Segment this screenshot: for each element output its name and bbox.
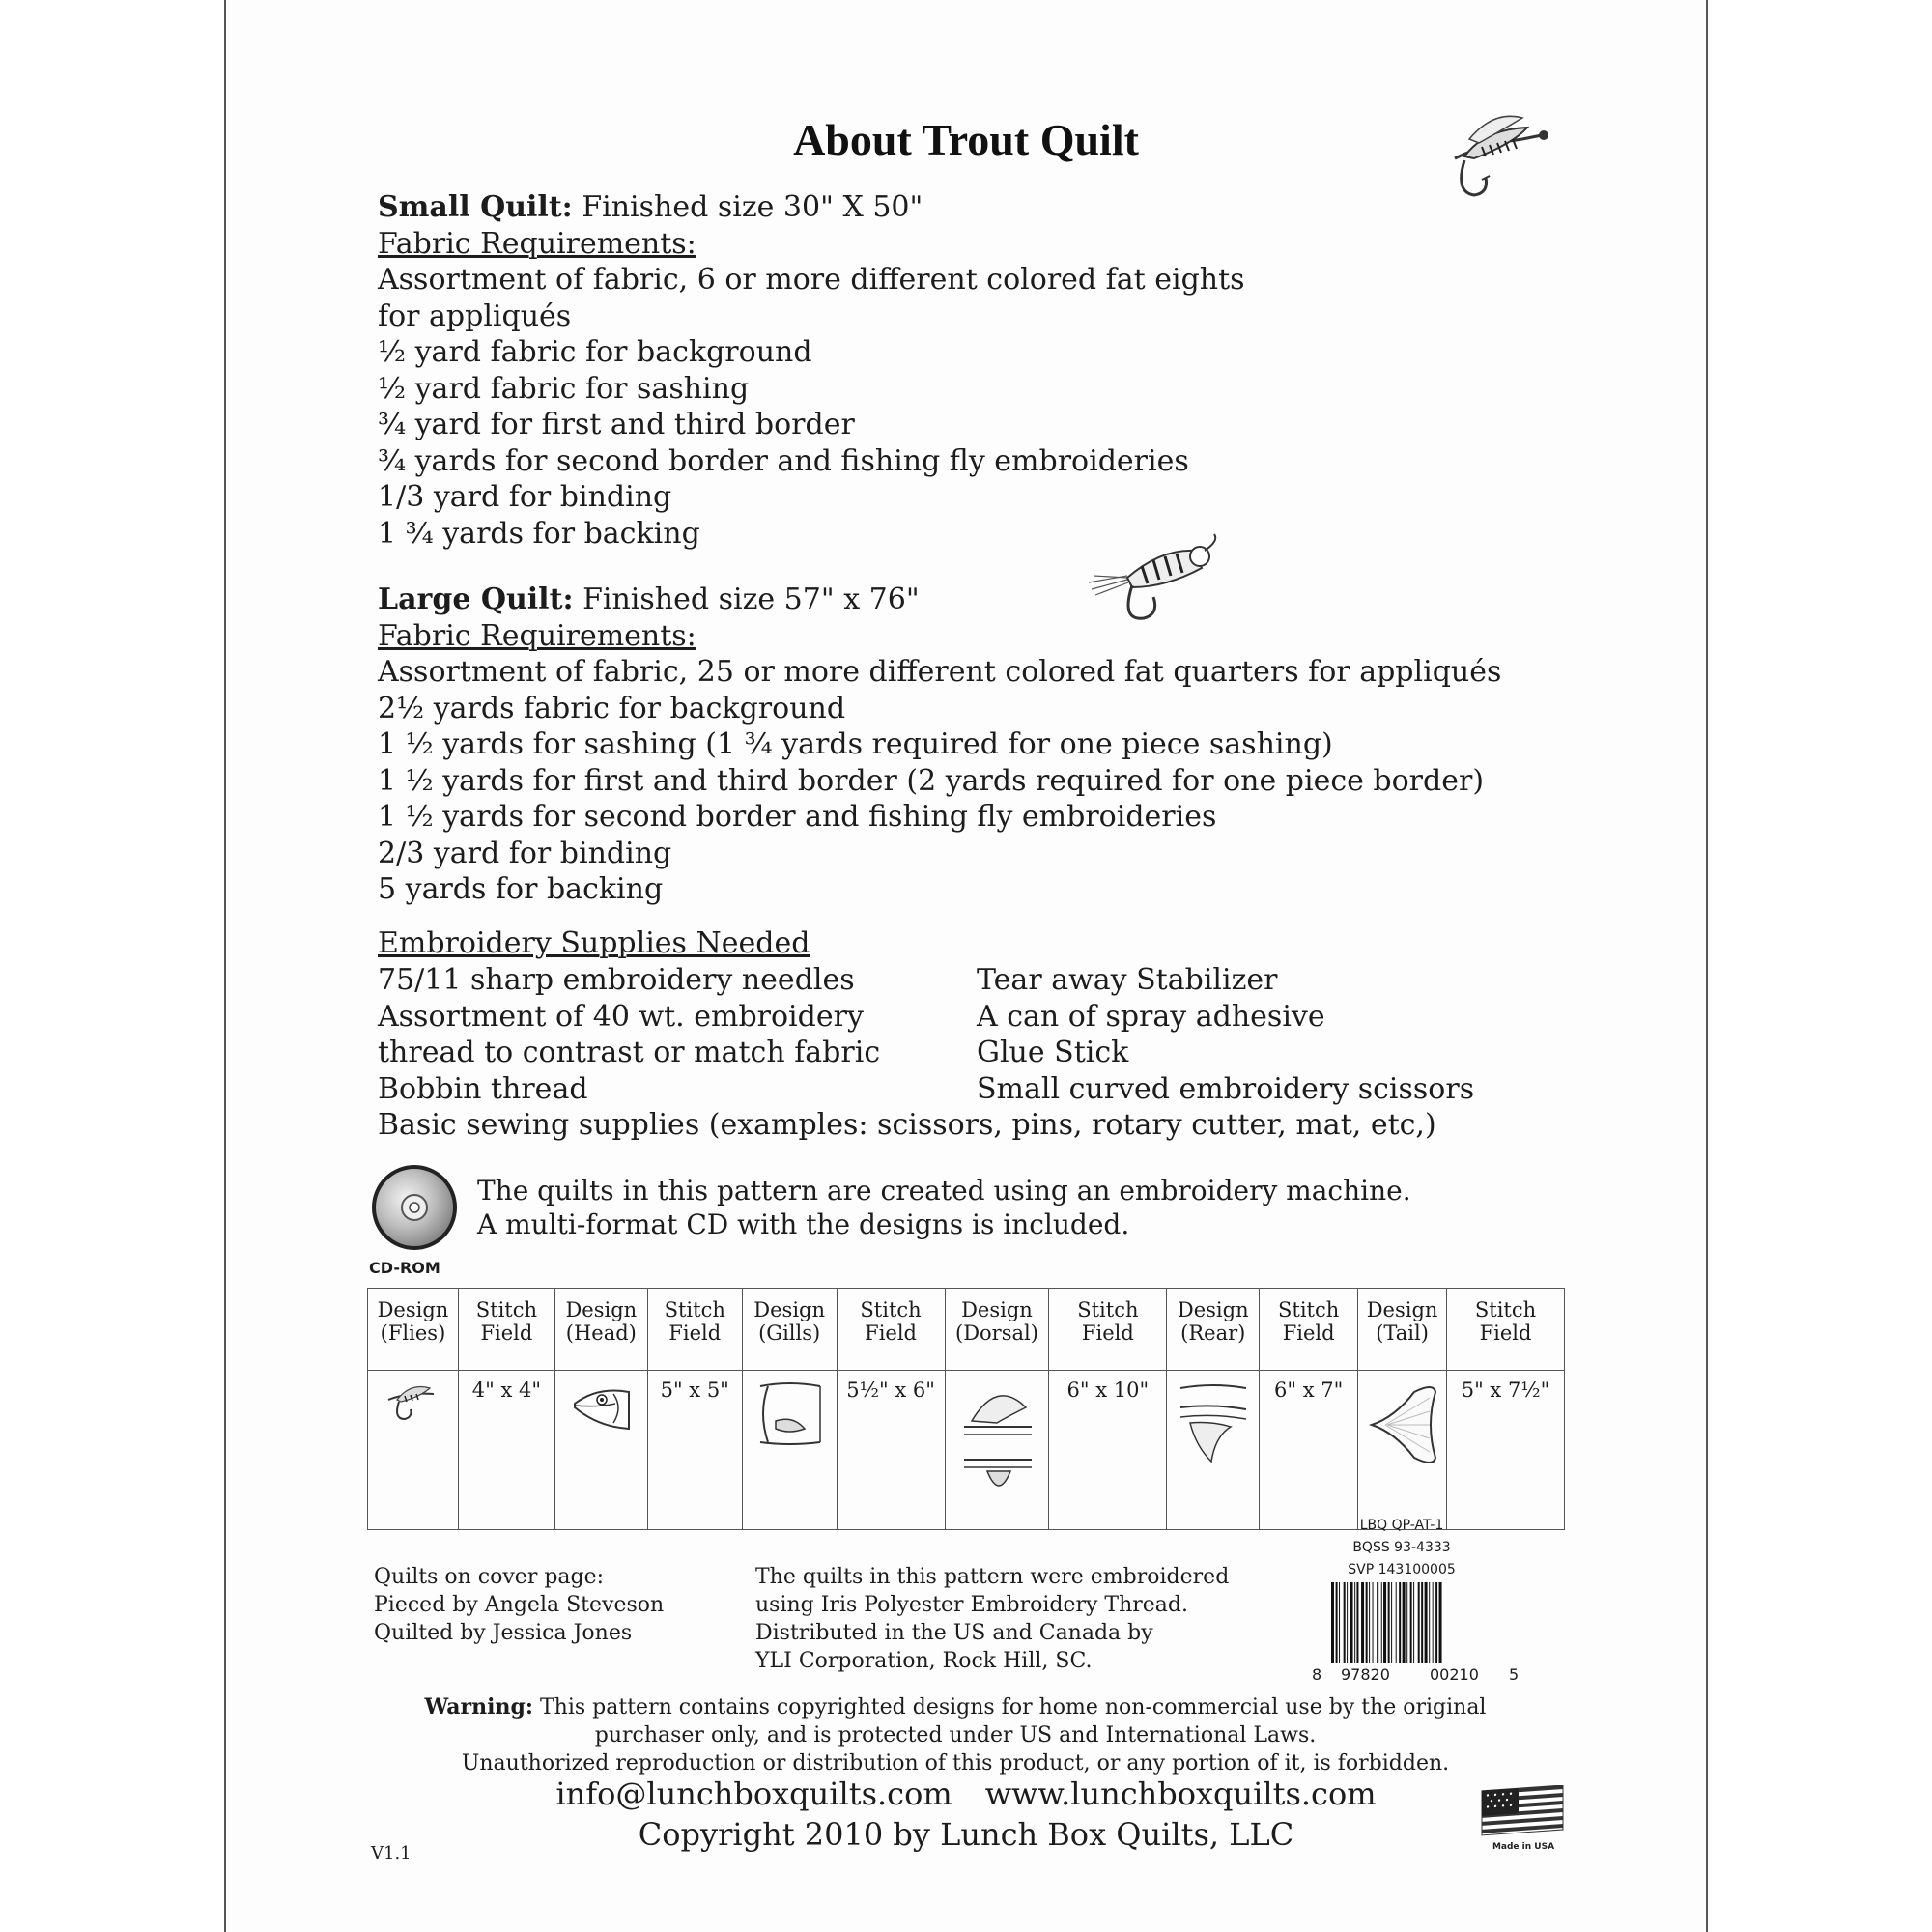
table-header: Stitch Field	[1260, 1289, 1358, 1371]
table-header: Design (Head)	[554, 1289, 647, 1371]
stitch-field-cell: 5½" x 6"	[837, 1371, 945, 1530]
table-header: Stitch Field	[458, 1289, 554, 1371]
table-header: Design (Dorsal)	[945, 1289, 1049, 1371]
fish-rear-design-icon	[1177, 1378, 1250, 1471]
fish-tail-design-icon	[1366, 1378, 1439, 1471]
fish-head-design-icon	[569, 1378, 633, 1436]
barcode-bar	[1413, 1582, 1414, 1663]
credit-line: Pieced by Angela Steveson	[374, 1593, 665, 1617]
supply-item: Tear away Stabilizer	[977, 963, 1278, 997]
barcode-bar	[1383, 1582, 1386, 1663]
barcode-bar	[1433, 1582, 1434, 1663]
design-cell	[1358, 1371, 1447, 1530]
pattern-back-cover	[224, 0, 1708, 1932]
table-row	[368, 1371, 1565, 1530]
small-fabric-item: ¾ yard for first and third border	[378, 408, 855, 441]
credit-line: Quilts on cover page:	[374, 1565, 605, 1589]
small-quilt-size: Finished size 30" X 50"	[582, 190, 923, 224]
large-fabric-item: Assortment of fabric, 25 or more different colored fat quarters for appliqués	[378, 655, 1502, 689]
embroidery-supplies	[378, 962, 1634, 1144]
warning-line: Unauthorized reproduction or distribution of this product, or any portion of it, is forbidden.	[461, 1751, 1450, 1776]
large-fabric-item: 5 yards for backing	[378, 872, 664, 906]
barcode-bar	[1399, 1582, 1401, 1663]
stitch-field-cell: 5" x 5"	[647, 1371, 742, 1530]
stitch-field-cell: 5" x 7½"	[1447, 1371, 1565, 1530]
table-header: Design (Flies)	[368, 1289, 459, 1371]
supply-item: A can of spray adhesive	[977, 999, 1325, 1034]
barcode-bar	[1396, 1582, 1397, 1663]
barcode-bar	[1377, 1582, 1378, 1663]
warning-line: purchaser only, and is protected under US and International Laws.	[594, 1723, 1317, 1747]
barcode-left: 97820	[1341, 1665, 1390, 1684]
note-line: YLI Corporation, Rock Hill, SC.	[755, 1649, 1093, 1673]
large-fabric-item: 1 ½ yards for sashing (1 ¾ yards required for one piece sashing)	[378, 727, 1333, 761]
supply-item: Assortment of 40 wt. embroidery	[378, 999, 864, 1034]
flag-caption: Made in USA	[1492, 1842, 1555, 1852]
barcode-bar	[1425, 1582, 1428, 1663]
product-codes	[1324, 1515, 1479, 1581]
copyright-notice: Copyright 2010 by Lunch Box Quilts, LLC	[638, 1816, 1294, 1853]
barcode-bar	[1403, 1582, 1406, 1663]
barcode-bar	[1347, 1582, 1348, 1663]
barcode-bar	[1406, 1582, 1407, 1663]
stitch-field-cell: 6" x 10"	[1049, 1371, 1167, 1530]
cd-line: A multi-format CD with the designs is included.	[477, 1208, 1130, 1240]
design-cell	[368, 1371, 459, 1530]
fly-design-icon	[384, 1378, 441, 1427]
large-quilt-size: Finished size 57" x 76"	[582, 582, 920, 616]
table-header: Stitch Field	[837, 1289, 945, 1371]
upc-barcode	[1329, 1582, 1530, 1667]
barcode-bar	[1435, 1582, 1437, 1663]
barcode-bar	[1410, 1582, 1412, 1663]
large-fabric-item: 2/3 yard for binding	[378, 836, 672, 870]
fish-dorsal-design-icon	[958, 1378, 1036, 1504]
small-fabric-item: Assortment of fabric, 6 or more different colored fat eights	[378, 263, 1245, 297]
table-header: Design (Rear)	[1167, 1289, 1260, 1371]
design-cell	[1167, 1371, 1260, 1530]
thread-distributor-note	[755, 1563, 1229, 1675]
small-quilt-label: Small Quilt:	[378, 190, 573, 224]
cd-line: The quilts in this pattern are created using an embroidery machine.	[477, 1175, 1411, 1207]
barcode-lead: 8	[1312, 1665, 1322, 1684]
large-quilt-label: Large Quilt:	[378, 582, 574, 616]
barcode-bar	[1331, 1582, 1334, 1663]
small-fabric-item: ½ yard fabric for sashing	[378, 371, 750, 406]
note-line: using Iris Polyester Embroidery Thread.	[755, 1593, 1188, 1617]
note-line: Distributed in the US and Canada by	[755, 1621, 1153, 1645]
supply-item: thread to contrast or match fabric	[378, 1036, 881, 1069]
small-fabric-item: ½ yard fabric for background	[378, 335, 812, 369]
stitch-field-cell: 4" x 4"	[458, 1371, 554, 1530]
barcode-bar	[1354, 1582, 1355, 1663]
supply-item: Bobbin thread	[378, 1071, 588, 1106]
supply-item: Glue Stick	[977, 1036, 1129, 1069]
barcode-bar	[1388, 1582, 1390, 1663]
fish-gills-design-icon	[754, 1378, 824, 1448]
large-fabric-item: 1 ½ yards for second border and fishing fly embroideries	[378, 800, 1217, 834]
barcode-bar	[1439, 1582, 1442, 1663]
quilt-credits	[374, 1563, 664, 1647]
table-header: Stitch Field	[647, 1289, 742, 1371]
barcode-bar	[1356, 1582, 1358, 1663]
small-fabric-item: 1/3 yard for binding	[378, 480, 672, 514]
barcode-bar	[1391, 1582, 1392, 1663]
barcode-bar	[1350, 1582, 1353, 1663]
warning-label: Warning:	[424, 1694, 533, 1719]
product-code: SVP 143100005	[1348, 1562, 1456, 1577]
small-quilt-section	[378, 189, 1585, 552]
barcode-bar	[1381, 1582, 1382, 1663]
supply-item: 75/11 sharp embroidery needles	[378, 963, 855, 997]
large-fabric-item: 1 ½ yards for first and third border (2 yards required for one piece border)	[378, 763, 1485, 798]
embroidery-heading: Embroidery Supplies Needed	[378, 926, 810, 960]
cd-rom-icon	[371, 1164, 458, 1251]
stitch-field-cell: 6" x 7"	[1260, 1371, 1358, 1530]
table-header: Stitch Field	[1049, 1289, 1167, 1371]
table-header: Design (Gills)	[742, 1289, 837, 1371]
cd-description	[477, 1174, 1411, 1241]
made-in-usa-flag-icon	[1480, 1785, 1567, 1853]
barcode-bar	[1336, 1582, 1338, 1663]
copyright-warning	[361, 1693, 1549, 1777]
barcode-right: 00210	[1430, 1665, 1479, 1684]
table-header: Design (Tail)	[1358, 1289, 1447, 1371]
embroidery-heading-wrap	[378, 925, 1585, 962]
barcode-bar	[1418, 1582, 1420, 1663]
credit-line: Quilted by Jessica Jones	[374, 1621, 633, 1645]
email-link[interactable]: info@lunchboxquilts.com	[555, 1776, 952, 1812]
version-label: V1.1	[371, 1843, 412, 1863]
design-stitch-table	[367, 1288, 1565, 1530]
small-fabric-item: ¾ yards for second border and fishing fly embroideries	[378, 443, 1189, 478]
barcode-bar	[1429, 1582, 1430, 1663]
barcode-bar	[1421, 1582, 1423, 1663]
small-fabric-item: 1 ¾ yards for backing	[378, 516, 700, 551]
large-quilt-section	[378, 582, 1585, 908]
barcode-trail: 5	[1509, 1665, 1520, 1684]
small-fabric-item: for appliqués	[378, 298, 572, 333]
large-fabric-item: 2½ yards fabric for background	[378, 691, 846, 725]
barcode-bar	[1369, 1582, 1370, 1663]
barcode-bar	[1366, 1582, 1368, 1663]
barcode-bar	[1361, 1582, 1364, 1663]
supply-item: Small curved embroidery scissors	[977, 1071, 1475, 1106]
note-line: The quilts in this pattern were embroidered	[755, 1565, 1230, 1589]
design-cell	[554, 1371, 647, 1530]
design-cell	[742, 1371, 837, 1530]
product-code: LBQ QP-AT-1	[1359, 1518, 1444, 1533]
small-fabric-heading: Fabric Requirements:	[378, 226, 696, 261]
large-fabric-heading: Fabric Requirements:	[378, 618, 696, 653]
page-title: About Trout Quilt	[793, 115, 1139, 164]
design-cell	[945, 1371, 1049, 1530]
barcode-bar	[1339, 1582, 1340, 1663]
website-link[interactable]: www.lunchboxquilts.com	[984, 1776, 1377, 1812]
supply-item-basic: Basic sewing supplies (examples: scissors, pins, rotary cutter, mat, etc,)	[378, 1108, 1436, 1142]
cd-rom-label: CD-ROM	[369, 1259, 440, 1277]
table-header: Stitch Field	[1447, 1289, 1565, 1371]
barcode-bar	[1373, 1582, 1374, 1663]
warning-line: This pattern contains copyrighted designs for home non-commercial use by the original	[540, 1695, 1487, 1719]
barcode-bar	[1344, 1582, 1346, 1663]
table-header-row	[368, 1289, 1565, 1371]
product-code: BQSS 93-4333	[1352, 1540, 1451, 1555]
